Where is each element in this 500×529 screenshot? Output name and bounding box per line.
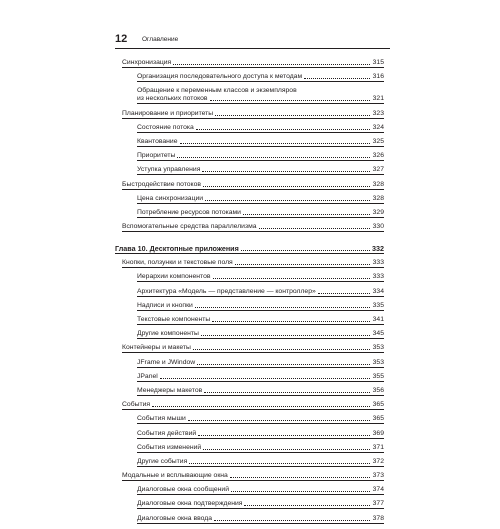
toc-entry — [137, 373, 384, 387]
toc-entry — [137, 73, 384, 87]
toc-entry — [137, 195, 384, 209]
entry-underline — [137, 217, 384, 218]
entry-underline — [137, 146, 384, 147]
entry-underline — [137, 310, 384, 311]
toc-entry — [137, 486, 384, 500]
toc-entry-title: Состояние потока — [137, 123, 194, 131]
entry-underline — [137, 296, 384, 297]
toc-entry-title: Быстродействие потоков — [122, 180, 201, 188]
toc-entry-title: События — [122, 401, 151, 409]
toc-entry-title: Другие компоненты — [137, 330, 199, 338]
dot-leader — [201, 334, 370, 336]
toc-entry — [137, 166, 384, 180]
toc-entry-title: Контейнеры и макеты — [122, 344, 191, 352]
entry-underline — [137, 367, 384, 368]
entry-underline — [137, 81, 384, 82]
toc-entry-page: 365 — [372, 401, 384, 409]
entry-underline — [122, 67, 384, 68]
toc-entry-title: Планирование и приоритеты — [122, 109, 214, 117]
entry-underline — [115, 253, 384, 254]
dot-leader — [318, 292, 370, 294]
dot-leader — [210, 99, 370, 101]
entry-underline — [137, 508, 384, 509]
toc-entry — [122, 472, 384, 486]
page-number: 12 — [115, 33, 128, 45]
dot-leader — [243, 213, 370, 215]
toc-entry-page: 334 — [372, 287, 384, 295]
toc-entry-title: Архитектура «Модель — представление — контроллер» — [137, 287, 316, 295]
dot-leader — [198, 434, 370, 436]
toc-entry — [137, 415, 384, 429]
toc-entry-title: Потребление ресурсов потоками — [137, 208, 241, 216]
toc-entry-title: Диалоговые окна ввода — [137, 514, 212, 522]
entry-underline — [137, 452, 384, 453]
dot-leader — [231, 490, 370, 492]
toc-entry-title: JPanel — [137, 372, 158, 380]
toc-entry-title: Диалоговые окна подтверждения — [137, 500, 243, 508]
toc-entry-page: 374 — [372, 486, 384, 494]
dot-leader — [304, 77, 370, 79]
toc-entry — [137, 387, 384, 401]
entry-underline — [137, 103, 384, 104]
toc-entry — [137, 330, 384, 344]
dot-leader — [180, 142, 371, 144]
toc-entry-title: Уступка управления — [137, 166, 201, 174]
toc-entry-title: Приоритеты — [137, 152, 176, 160]
dot-leader — [212, 320, 370, 322]
toc-entry-title: Иерархии компонентов — [137, 273, 211, 281]
toc-entry-title: Менеджеры макетов — [137, 386, 203, 394]
toc-entry — [137, 316, 384, 330]
toc-entry-title: Синхронизация — [122, 59, 172, 66]
toc-entry-page: 372 — [372, 457, 384, 465]
entry-underline — [137, 438, 384, 439]
toc-entry — [137, 209, 384, 223]
dot-leader — [203, 185, 370, 187]
toc-entry-page: 328 — [372, 194, 384, 202]
toc-entry-title: События изменений — [137, 443, 202, 451]
entry-underline — [137, 324, 384, 325]
toc-entry — [122, 401, 384, 415]
toc-entry-title: События мыши — [137, 415, 186, 423]
toc-entry-page: 327 — [372, 166, 384, 174]
toc-chapter-entry — [115, 245, 384, 259]
dot-leader — [215, 114, 370, 116]
dot-leader — [244, 504, 370, 506]
toc-entry — [137, 273, 384, 287]
entry-underline — [137, 381, 384, 382]
toc-entry — [137, 500, 384, 514]
toc-entry — [137, 458, 384, 472]
dot-leader — [203, 448, 370, 450]
toc-entry-page: 345 — [372, 330, 384, 338]
toc-entry-page: 335 — [372, 301, 384, 309]
dot-leader — [230, 476, 370, 478]
toc-entry-title: Организация последовательного доступа к методам — [137, 73, 303, 81]
dot-leader — [259, 227, 370, 229]
toc-entry-title: Другие события — [137, 457, 188, 465]
toc-entry-title: Надписи и кнопки — [137, 301, 193, 309]
toc-entry-page: 323 — [372, 109, 384, 117]
toc-entry-title: Кнопки, ползунки и текстовые поля — [122, 259, 233, 267]
toc-entry — [137, 444, 384, 458]
dot-leader — [152, 405, 370, 407]
toc-entry-page: 329 — [372, 208, 384, 216]
toc-entry — [137, 87, 384, 109]
dot-leader — [173, 63, 370, 65]
dot-leader — [205, 199, 370, 201]
toc-entry — [137, 302, 384, 316]
toc-entry-title: События действий — [137, 429, 197, 437]
toc-entry — [137, 359, 384, 373]
entry-underline — [137, 174, 384, 175]
dot-leader — [235, 263, 370, 265]
toc-entry — [137, 430, 384, 444]
dot-leader — [241, 249, 370, 251]
dot-leader — [213, 277, 371, 279]
entry-underline — [137, 160, 384, 161]
dot-leader — [160, 377, 370, 379]
toc-entry-page: 333 — [372, 273, 384, 281]
entry-underline — [137, 132, 384, 133]
toc-entry-title: Обращение к переменным классов и экземпляров — [137, 87, 297, 95]
toc-entry — [137, 152, 384, 166]
dot-leader — [214, 519, 370, 521]
toc-entry-title: Цена синхронизации — [137, 194, 204, 202]
dot-leader — [189, 462, 370, 464]
entry-underline — [122, 352, 384, 353]
entry-underline — [137, 338, 384, 339]
page-header — [115, 32, 393, 46]
toc-entry-title: Квантование — [137, 137, 178, 145]
toc-entry-title: Модальные и всплывающие окна — [122, 472, 228, 480]
dot-leader — [195, 306, 370, 308]
toc-entry-page: 332 — [372, 244, 384, 254]
dot-leader — [193, 348, 370, 350]
entry-underline — [122, 231, 384, 232]
toc-entry-page: 353 — [372, 358, 384, 366]
entry-underline — [122, 480, 384, 481]
toc-entry — [137, 138, 384, 152]
toc-entry — [137, 124, 384, 138]
dot-leader — [202, 170, 370, 172]
toc-entry-page: 369 — [372, 429, 384, 437]
toc-entry-page: 378 — [372, 514, 384, 522]
toc-entry — [122, 181, 384, 195]
entry-underline — [122, 189, 384, 190]
toc-entry-title: JFrame и JWindow — [137, 358, 196, 366]
toc-entry-page: 324 — [372, 123, 384, 131]
toc-entry — [122, 110, 384, 124]
toc-entry — [122, 59, 384, 73]
toc-entry-page: 330 — [372, 223, 384, 231]
toc-entry-page: 315 — [372, 59, 384, 66]
toc-entry — [137, 288, 384, 302]
toc-entry-title: Глава 10. Десктопные приложения — [115, 244, 239, 254]
entry-underline — [137, 423, 384, 424]
dot-leader — [197, 363, 370, 365]
toc-entry-title: Текстовые компоненты — [137, 316, 211, 323]
entry-underline — [137, 523, 384, 524]
toc-entry-page: 373 — [372, 472, 384, 480]
dot-leader — [204, 391, 370, 393]
toc-entry-page: 328 — [372, 180, 384, 188]
entry-underline — [137, 203, 384, 204]
toc-entry-page: 355 — [372, 372, 384, 380]
entry-underline — [137, 395, 384, 396]
toc-entry — [137, 515, 384, 529]
toc-entry-title: Вспомогательные средства параллелизма — [122, 223, 257, 231]
toc-entry-page: 326 — [372, 152, 384, 160]
toc-entry — [122, 259, 384, 273]
toc-entry-page: 365 — [372, 415, 384, 423]
table-of-contents — [115, 59, 384, 529]
toc-entry-page: 377 — [372, 500, 384, 508]
toc-entry-page: 316 — [372, 73, 384, 81]
dot-leader — [188, 419, 370, 421]
entry-underline — [122, 118, 384, 119]
toc-entry-page: 325 — [372, 137, 384, 145]
toc-entry-page: 321 — [372, 95, 384, 103]
toc-entry-page: 371 — [372, 443, 384, 451]
running-title: Оглавление — [142, 36, 179, 43]
toc-entry-page: 341 — [372, 316, 384, 323]
toc-entry-page: 333 — [372, 259, 384, 267]
toc-entry — [122, 223, 384, 237]
entry-underline — [137, 466, 384, 467]
entry-underline — [122, 267, 384, 268]
header-rule — [115, 48, 390, 49]
entry-underline — [122, 409, 384, 410]
toc-entry-title-continued: из нескольких потоков — [137, 95, 208, 103]
dot-leader — [177, 156, 370, 158]
toc-entry-page: 356 — [372, 386, 384, 394]
entry-underline — [137, 281, 384, 282]
entry-underline — [137, 494, 384, 495]
toc-entry-page: 353 — [372, 344, 384, 352]
toc-entry-title: Диалоговые окна сообщений — [137, 486, 230, 494]
toc-entry — [122, 344, 384, 358]
dot-leader — [196, 128, 370, 130]
